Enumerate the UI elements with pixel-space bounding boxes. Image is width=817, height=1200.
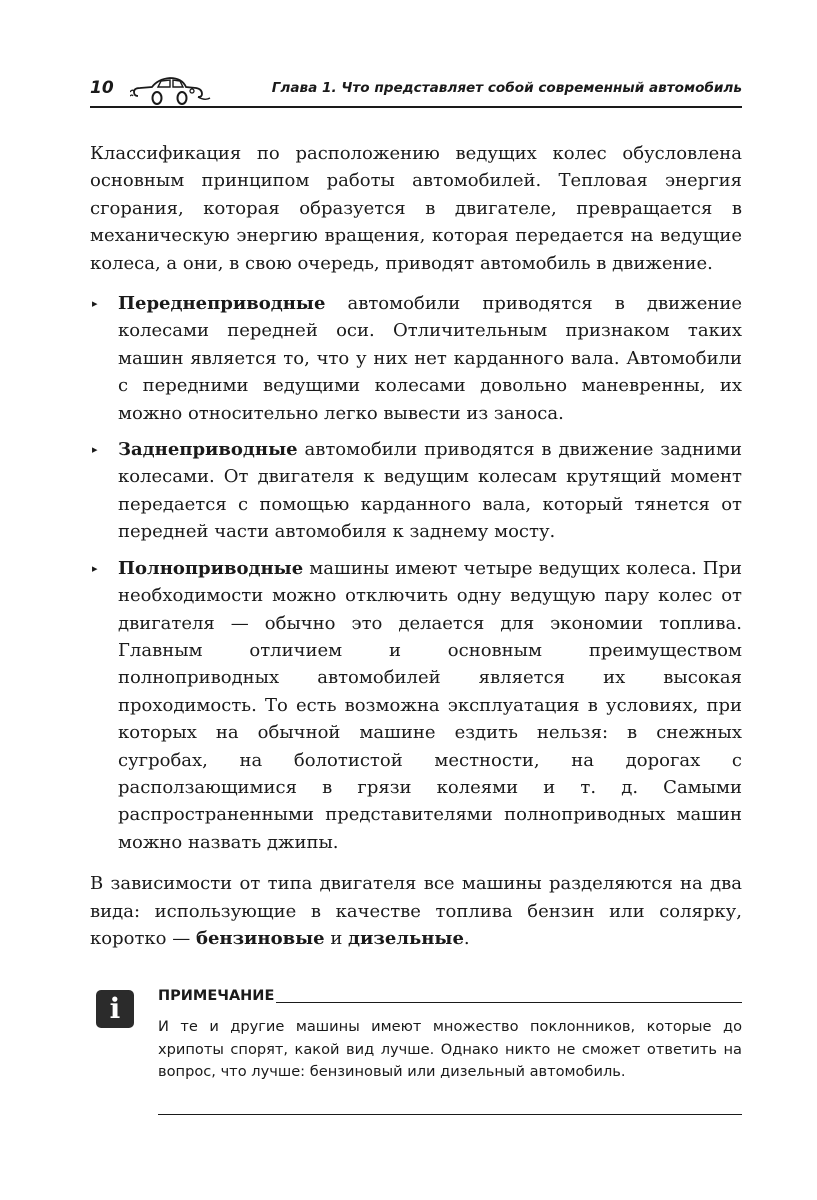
note-text: И те и другие машины имеют множество поклонников, которые до хрипоты спорят, какой вид лучше. Однако никто не сможет ответить на вопрос, что лучше: бензиновый или дизельный автомобиль. [158, 1018, 742, 1080]
car-cartoon-icon [130, 74, 212, 106]
closing-term-diesel: дизельные [348, 927, 464, 949]
closing-end: . [463, 927, 470, 949]
bullet-text: машины имеют четыре ведущих колеса. При необходимости можно отключить одну ведущую пару колес от двигателя — обычно это делается для экономии топлива. Главным отличием и основным преимуществом полноприводных автомобилей является их высокая проходимость. То есть возможна эксплуатация в условиях, при которых на обычной машине ездить нельзя: в снежных сугробах, на болотистой местности, на дорогах с расползающимися в грязи колеями и т. д. Самыми распространенными представителями полноприводных машин можно назвать джипы. [118, 557, 742, 853]
note-title: ПРИМЕЧАНИЕ [158, 988, 275, 1004]
note-header [158, 986, 742, 1006]
triangle-bullet-icon: ▸ [92, 561, 98, 575]
list-item [90, 555, 742, 856]
main-text [90, 140, 742, 952]
bullet-text: автомобили приводятся в движение колесами передней оси. Отличительным признаком таких машин является то, что у них нет карданного вала. Автомобили с передними ведущими колесами довольно маневренны, их можно относительно легко вывести из заноса. [118, 293, 742, 424]
bullet-term: Переднеприводные [118, 293, 326, 315]
list-item [90, 290, 742, 427]
intro-paragraph: Классификация по расположению ведущих колес обусловлена основным принципом работы автомобилей. Тепловая энергия сгорания, которая образуется в двигателе, превращается в механическую энергию вращения, которая передается на ведущие колеса, а они, в свою очередь, приводят автомобиль в движение. [90, 143, 742, 274]
info-icon: i [96, 990, 134, 1028]
closing-paragraph [90, 870, 742, 952]
triangle-bullet-icon: ▸ [92, 443, 98, 457]
bullet-list [90, 290, 742, 856]
closing-joiner: и [324, 927, 349, 949]
page-number: 10 [90, 78, 114, 98]
note-bottom-rule [158, 1114, 742, 1115]
chapter-title: Глава 1. Что представляет собой современный автомобиль [271, 80, 742, 96]
bullet-term: Заднеприводные [118, 439, 298, 461]
running-header [90, 76, 742, 108]
closing-term-petrol: бензиновые [195, 927, 325, 949]
closing-text: В зависимости от типа двигателя все машины разделяются на два вида: использующие в качестве топлива бензин или солярку, коротко — [90, 873, 742, 949]
bullet-text: автомобили приводятся в движение задними колесами. От двигателя к ведущим колесам крутящий момент передается с помощью карданного вала, который тянется от передней части автомобиля к заднему мосту. [118, 439, 742, 543]
list-item [90, 436, 742, 546]
note-box [90, 986, 742, 1126]
bullet-term: Полноприводные [118, 557, 304, 579]
triangle-bullet-icon: ▸ [92, 297, 98, 311]
